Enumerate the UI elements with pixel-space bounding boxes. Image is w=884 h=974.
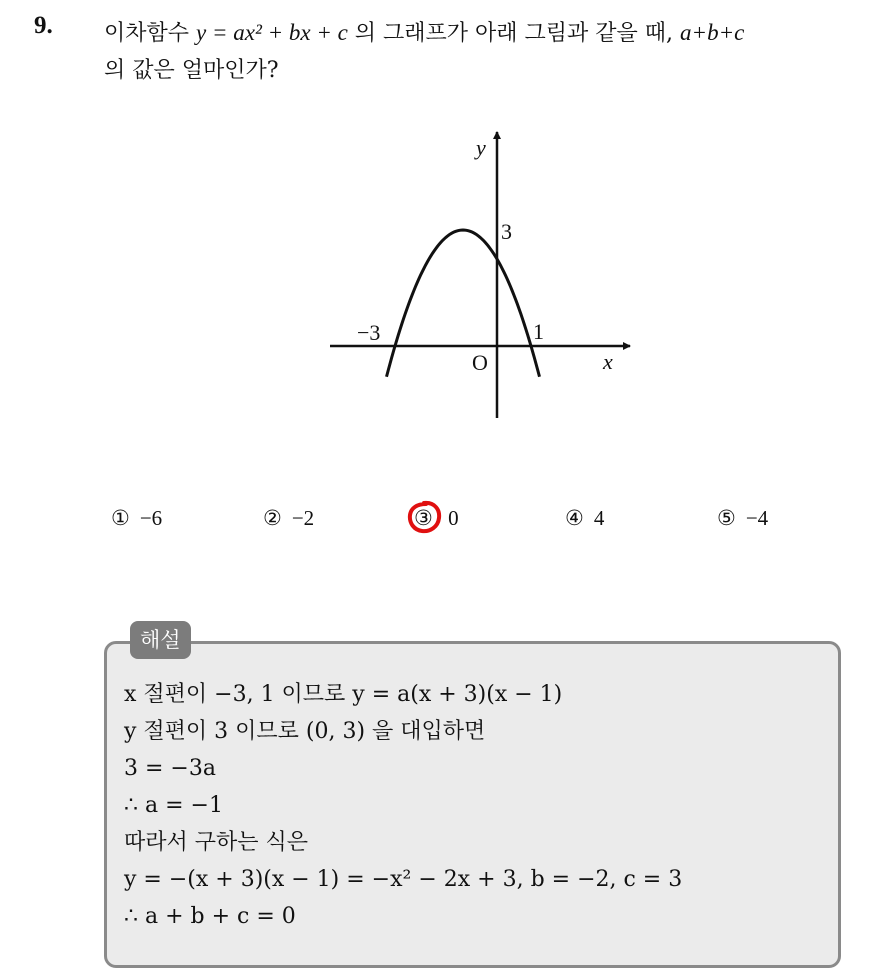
choice-3[interactable]: [414, 506, 459, 531]
question-text: [104, 14, 874, 89]
selected-answer-circle-icon: [405, 498, 443, 536]
question-text-prefix: 이차함수: [104, 21, 197, 46]
y-intercept-label: 3: [501, 219, 512, 244]
choice-4-value: 4: [593, 506, 605, 530]
choice-3-number-wrap: [414, 506, 438, 530]
choice-4-number: ④: [565, 506, 584, 530]
right-intercept-label: 1: [533, 319, 544, 344]
solution-text: [124, 676, 682, 935]
choice-2[interactable]: [263, 506, 314, 531]
choice-3-value: 0: [448, 506, 459, 530]
solution-line-5: 따라서 구하는 식은: [124, 830, 309, 855]
solution-line-7: ∴ a + b + c = 0: [124, 904, 296, 929]
choice-1[interactable]: [111, 506, 162, 531]
y-axis-label: y: [476, 135, 486, 160]
question-target: a+b+c: [680, 20, 745, 45]
choice-4[interactable]: [565, 506, 604, 531]
x-axis-label: x: [603, 349, 613, 374]
choice-2-value: −2: [291, 506, 315, 530]
question-equation: y = ax² + bx + c: [196, 20, 348, 45]
solution-line-2: y 절편이 3 이므로 (0, 3) 을 대입하면: [124, 719, 486, 744]
choice-5-value: −4: [745, 506, 769, 530]
solution-line-4: ∴ a = −1: [124, 793, 223, 818]
choice-1-number: ①: [111, 506, 130, 530]
origin-label: O: [472, 350, 488, 375]
question-text-suffix: 의 그래프가 아래 그림과 같을 때,: [347, 21, 681, 46]
left-intercept-label: −3: [357, 320, 381, 345]
answer-choices: [0, 506, 884, 542]
solution-tag: 해설: [130, 621, 191, 659]
choice-2-number: ②: [263, 506, 282, 530]
solution-line-1: x 절편이 −3, 1 이므로 y = a(x + 3)(x − 1): [124, 682, 563, 707]
question-line-2: 의 값은 얼마인가?: [104, 58, 279, 83]
choice-1-value: −6: [139, 506, 163, 530]
solution-line-6: y = −(x + 3)(x − 1) = −x² − 2x + 3, b = −2, c = 3: [124, 867, 683, 892]
question-number: 9.: [34, 12, 53, 39]
parabola-graph: [320, 122, 640, 422]
choice-5-number: ⑤: [717, 506, 736, 530]
solution-line-3: 3 = −3a: [124, 756, 216, 781]
parabola-curve: [387, 230, 540, 377]
choice-3-number: ③: [414, 506, 433, 530]
choice-5[interactable]: [717, 506, 768, 531]
